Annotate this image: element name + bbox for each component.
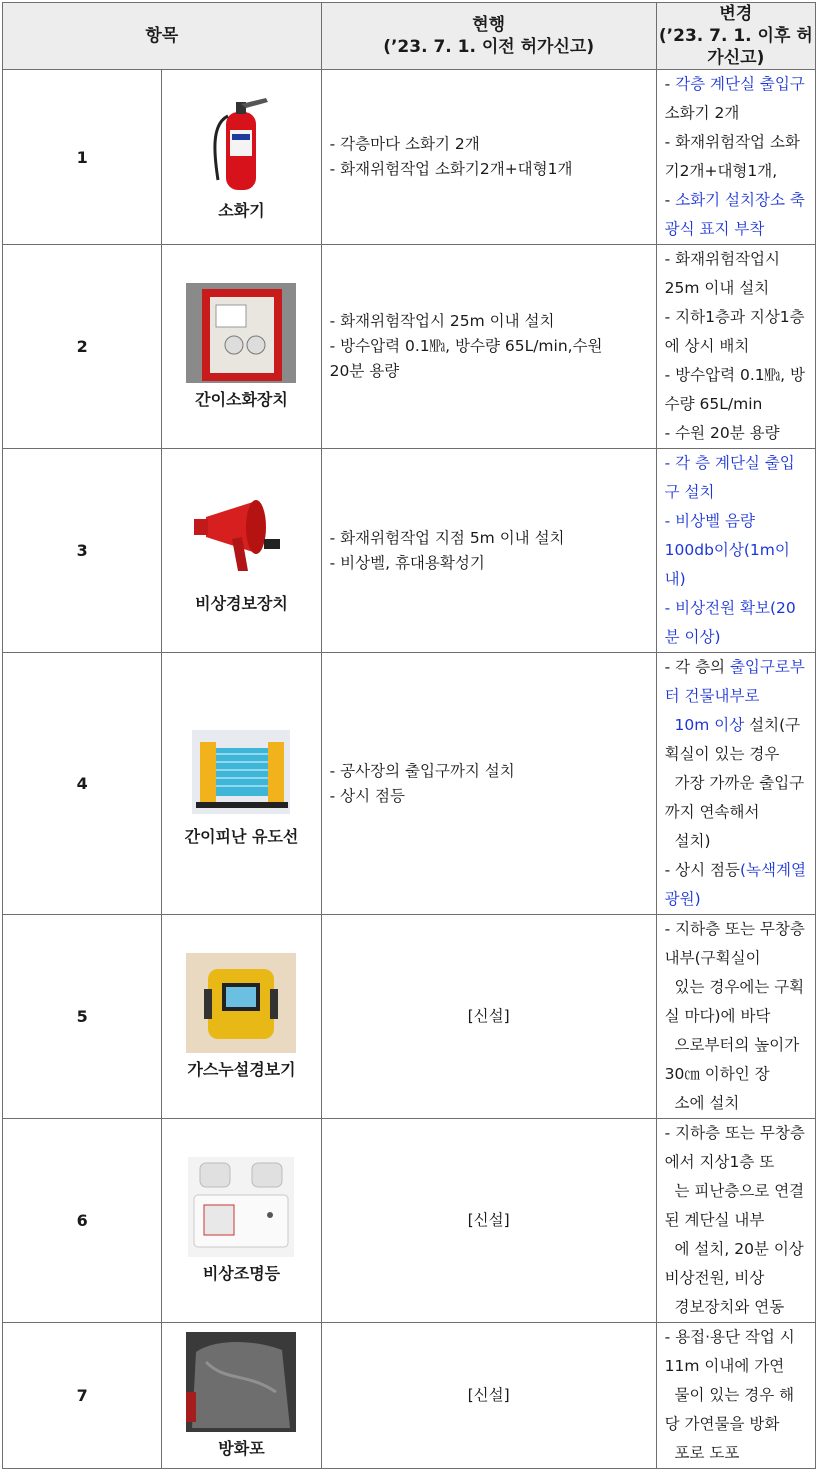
new-line [665,594,807,652]
highlighted-text: (녹색계열 광원) [664,861,806,908]
new-line [665,915,807,973]
text-segment: - [664,191,676,209]
new-line [665,653,807,711]
megaphone-icon [186,487,296,587]
item-cell [162,1119,321,1323]
current-line: - 비상벨, 휴대용확성기 [329,553,485,572]
highlighted-text: - 각 층 계단실 출입구 설치 [664,454,795,501]
current-regulation [321,653,656,915]
current-line: [신설] [467,1386,510,1404]
row-number: 7 [3,1323,162,1469]
current-regulation [321,1119,656,1323]
item-cell [162,653,321,915]
highlighted-text: 출입구로부터 건물내부로 [664,658,805,705]
item-cell [162,245,321,449]
new-line [665,1439,807,1468]
new-line [665,1235,807,1293]
text-segment: 포로 도포 [664,1444,740,1462]
text-segment: - [664,75,676,93]
text-segment: - 용접·용단 작업 시 11m 이내에 가연 [664,1328,795,1375]
emergency-light-icon [186,1157,296,1257]
text-segment: - 지하1층과 지상1층에 상시 배치 [664,308,805,355]
fire-safety-comparison-table [2,2,816,1469]
highlighted-text: 소화기 설치장소 축광식 표지 부착 [664,191,805,238]
current-line: - 화재위험작업시 25m 이내 설치 [329,312,555,330]
text-segment: 는 피난층으로 연결된 계단실 내부 [664,1182,805,1229]
text-segment: 소에 설치 [664,1094,740,1112]
new-regulation [656,915,815,1119]
new-line [665,419,807,448]
text-segment: 에 설치, 20분 이상 비상전원, 비상 [664,1240,804,1287]
item-cell [162,1323,321,1469]
new-line [665,361,807,419]
header-row [3,3,816,70]
fire-blanket-icon [186,1332,296,1432]
text-segment: - 상시 점등 [664,861,740,879]
new-line [665,1119,807,1177]
header-new-title: 변경 [719,4,753,24]
current-regulation [321,915,656,1119]
text-segment: - 지하층 또는 무창층에서 지상1층 또 [664,1124,805,1171]
text-segment: 설치) [664,832,711,850]
current-line: [신설] [467,1211,510,1229]
new-line [665,856,807,914]
new-line [665,1177,807,1235]
simple-fire-extinguishing-device-icon [186,283,296,383]
row-number: 6 [3,1119,162,1323]
table-row [3,1119,816,1323]
text-segment: - 각 층의 [664,658,730,676]
item-name: 가스누설경보기 [187,1060,296,1079]
new-line [665,245,807,303]
current-line: - 공사장의 출입구까지 설치 [329,761,515,780]
text-segment: - 화재위험작업시 25m 이내 설치 [664,250,780,297]
text-segment: 소화기 2개 [664,104,740,122]
text-segment: - 수원 20분 용량 [664,424,780,442]
new-line [665,1089,807,1118]
item-cell [162,70,321,245]
table-row [3,70,816,245]
new-regulation [656,245,815,449]
new-line [665,1031,807,1089]
fire-extinguisher-icon [186,94,296,194]
current-regulation [321,1323,656,1469]
new-line [665,449,807,507]
new-line [665,769,807,827]
header-current-sub: (’23. 7. 1. 이전 허가신고) [383,37,595,57]
new-line [665,1323,807,1381]
table-row [3,915,816,1119]
highlighted-text: - 비상전원 확보(20분 이상) [664,599,796,646]
text-segment: 설치(구획실이 있는 경우 [664,716,801,763]
new-regulation [656,70,815,245]
item-cell [162,449,321,653]
new-line [665,70,807,128]
item-name: 비상경보장치 [195,594,288,613]
current-line: - 화재위험작업 지점 5m 이내 설치 [329,528,565,547]
gas-leak-detector-icon [186,953,296,1053]
table-row [3,1323,816,1469]
current-line: [신설] [467,1007,510,1025]
text-segment: 경보장치와 연동 [664,1298,785,1316]
new-regulation [656,449,815,653]
new-line [665,507,807,594]
current-line: - 화재위험작업 소화기2개+대형1개 [329,160,573,178]
text-segment: - 방수압력 0.1㎫, 방수량 65L/min [664,366,805,413]
new-line [665,973,807,1031]
new-regulation [656,1119,815,1323]
new-line [665,186,807,244]
item-name: 소화기 [218,200,265,220]
row-number: 1 [3,70,162,245]
header-new [656,3,815,70]
item-cell [162,915,321,1119]
table-row [3,449,816,653]
row-number: 4 [3,653,162,915]
evacuation-guide-line-reel-icon [186,720,296,820]
row-number: 2 [3,245,162,449]
new-line [665,711,807,769]
text-segment: - 화재위험작업 소화기2개+대형1개, [664,133,800,180]
text-segment: 있는 경우에는 구획실 마다)에 바닥 [664,978,805,1025]
header-new-sub: (’23. 7. 1. 이후 허가신고) [658,26,813,68]
text-segment: - 지하층 또는 무창층 내부(구획실이 [664,920,805,967]
new-line [665,827,807,856]
row-number: 3 [3,449,162,653]
current-line: 20분 용량 [329,362,400,380]
highlighted-text: - 비상벨 음량 100db이상(1m이내) [664,512,790,588]
text-segment: 물이 있는 경우 해당 가연물을 방화 [664,1386,795,1433]
highlighted-text: 10m 이상 [664,716,745,734]
item-name: 방화포 [218,1439,265,1458]
table-row [3,653,816,915]
new-line [665,1293,807,1322]
row-number: 5 [3,915,162,1119]
header-current-title: 현행 [472,15,506,35]
highlighted-text: 각층 계단실 출입구 [675,75,805,93]
current-regulation [321,245,656,449]
current-line: - 각층마다 소화기 2개 [329,135,480,153]
current-regulation [321,70,656,245]
current-regulation [321,449,656,653]
new-regulation [656,653,815,915]
new-regulation [656,1323,815,1469]
text-segment: 으로부터의 높이가 30㎝ 이하인 장 [664,1036,800,1083]
current-line: - 상시 점등 [329,786,405,805]
new-line [665,128,807,186]
item-name: 간이피난 유도선 [184,827,299,846]
header-current [321,3,656,70]
item-name: 비상조명등 [202,1264,281,1283]
table-row [3,245,816,449]
item-name: 간이소화장치 [195,390,288,409]
header-item: 항목 [3,3,322,70]
new-line [665,303,807,361]
new-line [665,1381,807,1439]
text-segment: 가장 가까운 출입구까지 연속해서 [664,774,805,821]
current-line: - 방수압력 0.1㎫, 방수량 65L/min,수원 [329,337,603,355]
